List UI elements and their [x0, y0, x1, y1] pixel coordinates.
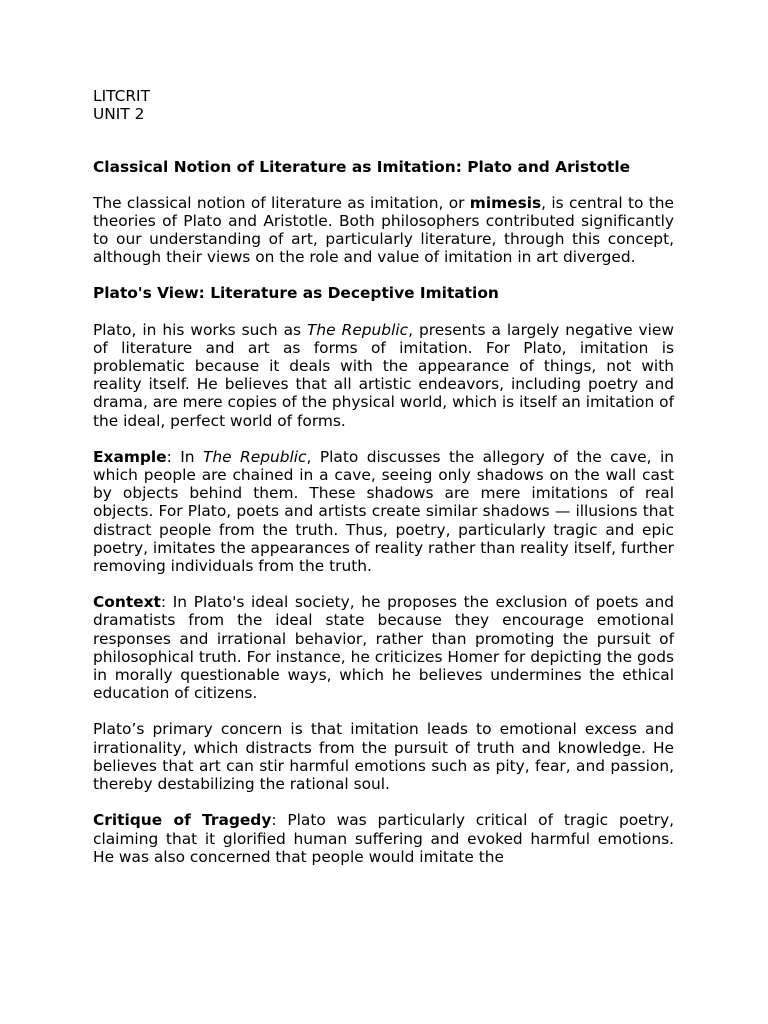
section-heading: Plato's View: Literature as Deceptive Imitation: [93, 284, 499, 303]
plato-text-before: Plato, in his works such as: [93, 320, 308, 339]
course-code: LITCRIT: [93, 87, 150, 105]
mimesis-term: mimesis: [469, 193, 542, 212]
unit-label: UNIT 2: [93, 105, 145, 124]
example-text: , Plato discusses the allegory of the cave, in which people are chained in a cave, seeing only shadows on the wall cast by objects behind them. These shadows are mere imitations of real objects. For Plato, poets and artists create similar shadows — illusions that distract people from the truth. Thus, poetry, particularly tragic and epic poetry, imitates the appearances of reality rather than reality itself, further removing individuals from the truth.: [93, 447, 675, 576]
context-label: Context: [93, 593, 161, 612]
critique-paragraph: [93, 811, 674, 866]
document-title: Classical Notion of Literature as Imitation: Plato and Aristotle: [93, 158, 631, 177]
intro-text-before: The classical notion of literature as imitation, or: [93, 193, 470, 212]
example-lead: : In: [166, 447, 203, 466]
intro-text-after: , is central to the theories of Plato and Aristotle. Both philosophers contributed significantly to our understanding of art, particularly literature, through this concept, although their views on the role and value of imitation in art diverged.: [93, 193, 675, 267]
example-paragraph: [93, 448, 674, 575]
context-paragraph: [93, 593, 674, 702]
intro-paragraph: [93, 194, 674, 267]
concern-paragraph: Plato’s primary concern is that imitation leads to emotional excess and irrationality, which distracts from the pursuit of truth and knowledge. He believes that art can stir harmful emotions such as pity, fear, and passion, thereby destabilizing the rational soul.: [93, 720, 674, 794]
plato-work-title: The Republic: [307, 320, 409, 339]
critique-label: Critique of Tragedy: [93, 811, 272, 830]
context-text: : In Plato's ideal society, he proposes the exclusion of poets and dramatists from the ideal state because they encourage emotional responses and irrational behavior, rather than promoting the pursuit of philosophical truth. For instance, he criticizes Homer for depicting the gods in morally questionable ways, which he believes undermines the ethical education of citizens.: [93, 593, 674, 703]
document-page: [93, 87, 674, 866]
critique-text: : Plato was particularly critical of tragic poetry, claiming that it glorified human suffering and evoked harmful emotions. He was also concerned that people would imitate the: [93, 811, 674, 866]
plato-paragraph: [93, 321, 674, 430]
example-work-title: The Republic: [202, 447, 307, 466]
example-label: Example: [93, 447, 167, 466]
plato-text-after: , presents a largely negative view of literature and art as forms of imitation. For Plato, imitation is problematic because it deals with the appearance of things, not with reality itself. He believes that all artistic endeavors, including poetry and drama, are mere copies of the physical world, which is itself an imitation of the ideal, perfect world of forms.: [93, 320, 674, 430]
